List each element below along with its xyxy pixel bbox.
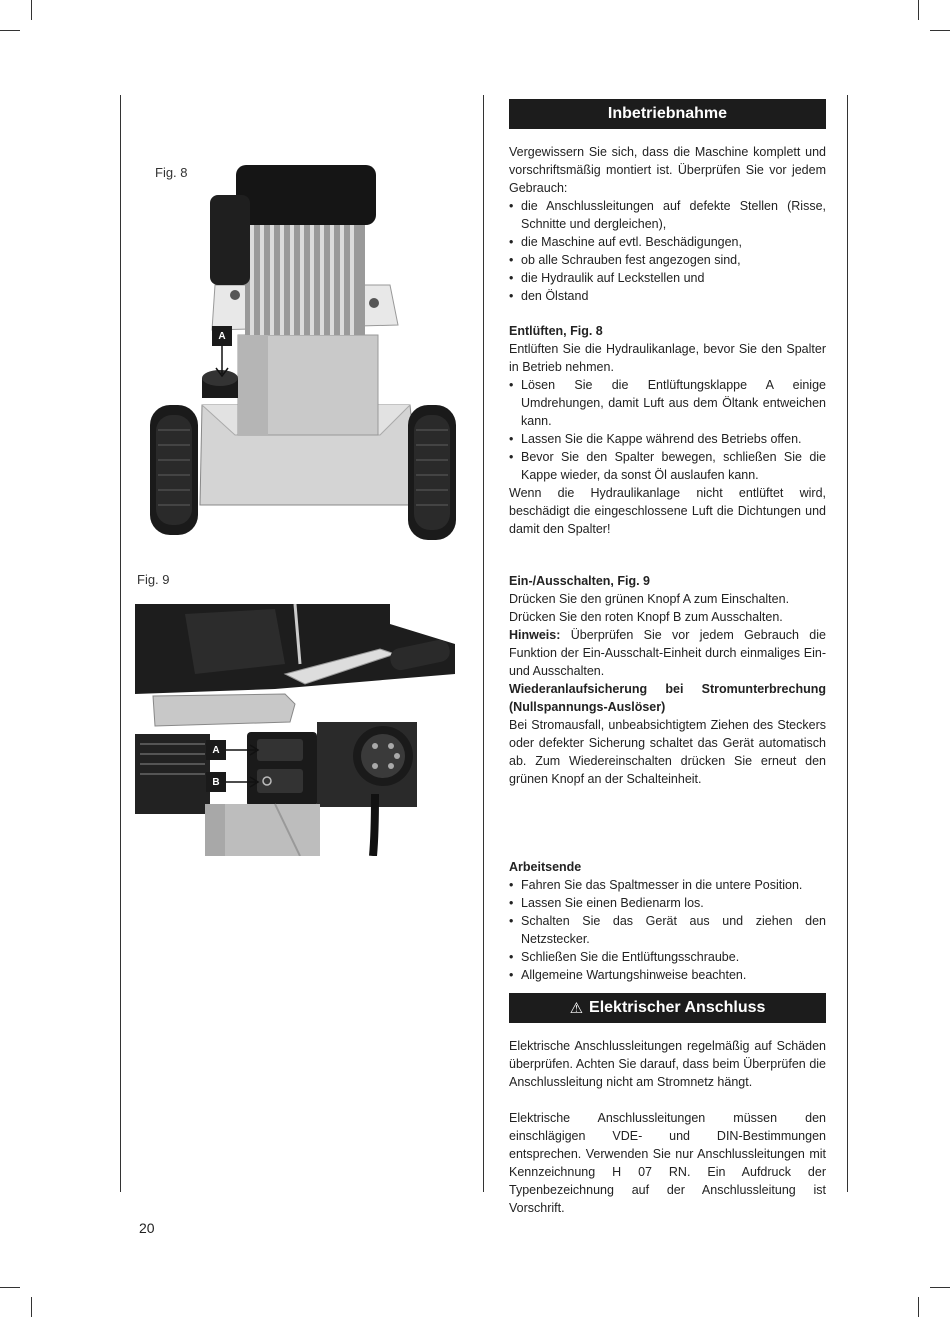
- list-item: • Schließen Sie die Entlüftungsschraube.: [509, 948, 826, 966]
- inbetriebnahme-intro: Vergewissern Sie sich, dass die Maschine komplett und vorschriftsmäßig montiert ist. Überprüfen Sie vor jedem Gebrauch:: [509, 145, 826, 195]
- inbetriebnahme-body: [509, 143, 826, 305]
- figure-9-image: [135, 604, 465, 856]
- callout-a: A: [206, 740, 226, 760]
- list-item: • die Hydraulik auf Leckstellen und: [509, 269, 826, 287]
- restart-title: Wiederanlaufsicherung bei Stromunterbrechung (Nullspannungs-Auslöser): [509, 682, 826, 714]
- check-list: [509, 197, 826, 305]
- page-number: 20: [139, 1220, 155, 1236]
- einaus-line1: Drücken Sie den grünen Knopf A zum Einschalten.: [509, 592, 790, 606]
- section-heading-elektrischer-anschluss: [509, 993, 826, 1023]
- list-item: • Lassen Sie einen Bedienarm los.: [509, 894, 826, 912]
- entlueften-intro: Entlüften Sie die Hydraulikanlage, bevor Sie den Spalter in Betrieb nehmen.: [509, 342, 826, 374]
- einaus-section: [509, 572, 826, 788]
- crop-mark: [918, 0, 919, 20]
- crop-mark: [918, 1297, 919, 1317]
- list-item: • Lösen Sie die Entlüftungsklappe A einige Umdrehungen, damit Luft aus dem Öltank entweichen kann.: [509, 376, 826, 430]
- hinweis-text: Überprüfen Sie vor jedem Gebrauch die Funktion der Ein-Ausschalt-Einheit durch einmaliges Ein- und Ausschalten.: [509, 628, 826, 678]
- section-heading-inbetriebnahme: Inbetriebnahme: [509, 99, 826, 129]
- crop-mark: [930, 1287, 950, 1288]
- crop-mark: [31, 0, 32, 20]
- list-item: • Allgemeine Wartungshinweise beachten.: [509, 966, 826, 984]
- left-margin-rule: [120, 95, 121, 1192]
- entlueften-warning: Wenn die Hydraulikanlage nicht entlüftet wird, beschädigt die eingeschlossene Luft die Dichtungen und damit den Spalter!: [509, 486, 826, 536]
- list-item: • den Ölstand: [509, 287, 826, 305]
- crop-mark: [0, 30, 20, 31]
- callout-arrow: [226, 742, 260, 792]
- hinweis-label: Hinweis:: [509, 628, 561, 642]
- entlueften-title: Entlüften, Fig. 8: [509, 324, 603, 338]
- crop-mark: [0, 1287, 20, 1288]
- list-item: • Schalten Sie das Gerät aus und ziehen den Netzstecker.: [509, 912, 826, 948]
- restart-text: Bei Stromausfall, unbeabsichtigtem Ziehen des Steckers oder defekter Sicherung schaltet das Gerät automatisch ab. Zum Wiedereinschalten drücken Sie erneut den grünen Knopf an der Schalteinheit.: [509, 718, 826, 786]
- callout-arrow: [212, 346, 232, 378]
- einaus-title: Ein-/Ausschalten, Fig. 9: [509, 574, 650, 588]
- list-item: • die Anschlussleitungen auf defekte Stellen (Risse, Schnitte und dergleichen),: [509, 197, 826, 233]
- list-item: • Fahren Sie das Spaltmesser in die untere Position.: [509, 876, 826, 894]
- elektrisch-body: [509, 1037, 826, 1217]
- hinweis-paragraph: [509, 626, 826, 680]
- list-item: • Lassen Sie die Kappe während des Betriebs offen.: [509, 430, 826, 448]
- callout-b: B: [206, 772, 226, 792]
- figure-8-image: [140, 165, 470, 545]
- elektrisch-para2: Elektrische Anschlussleitungen müssen den einschlägigen VDE- und DIN-Bestimmungen entsprechen. Verwenden Sie nur Anschlussleitungen mit Kennzeichnung H 07 RN. Ein Aufdruck der Typenbezeichnung auf der Anschlussleitung ist Vorschrift.: [509, 1111, 826, 1215]
- right-margin-rule: [847, 95, 848, 1192]
- spacer: [509, 1091, 826, 1109]
- figure-8-label: Fig. 8: [155, 165, 188, 180]
- arbeitsende-title: Arbeitsende: [509, 860, 582, 874]
- einaus-line2: Drücken Sie den roten Knopf B zum Ausschalten.: [509, 610, 783, 624]
- entlueften-section: [509, 322, 826, 538]
- arbeitsende-steps: [509, 876, 826, 984]
- warning-triangle-icon: ⚠: [569, 1000, 584, 1017]
- elektrisch-para1: Elektrische Anschlussleitungen regelmäßig auf Schäden überprüfen. Achten Sie darauf, dass beim Überprüfen die Anschlussleitung nicht am Stromnetz hängt.: [509, 1039, 826, 1089]
- center-rule: [483, 95, 484, 1192]
- list-item: • ob alle Schrauben fest angezogen sind,: [509, 251, 826, 269]
- callout-a: A: [212, 326, 232, 346]
- entlueften-steps: [509, 376, 826, 484]
- crop-mark: [31, 1297, 32, 1317]
- arbeitsende-section: [509, 858, 826, 984]
- elektrisch-heading-text: Elektrischer Anschluss: [589, 999, 766, 1016]
- list-item: • Bevor Sie den Spalter bewegen, schließen Sie die Kappe wieder, da sonst Öl auslaufen kann.: [509, 448, 826, 484]
- crop-mark: [930, 30, 950, 31]
- list-item: • die Maschine auf evtl. Beschädigungen,: [509, 233, 826, 251]
- figure-9-label: Fig. 9: [137, 572, 170, 587]
